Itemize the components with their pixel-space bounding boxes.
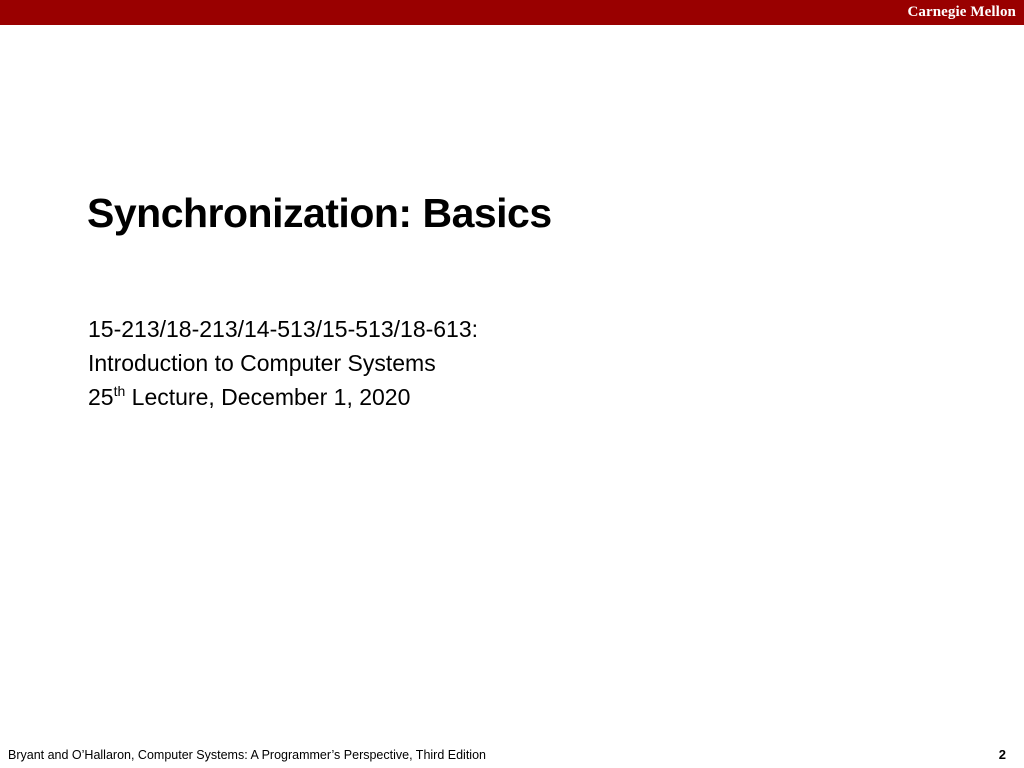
course-numbers: 15-213/18-213/14-513/15-513/18-613: (88, 316, 479, 342)
lecture-info (88, 380, 478, 414)
slide-title: Synchronization: Basics (87, 190, 552, 236)
slide-subtitle (88, 312, 478, 414)
course-name: Introduction to Computer Systems (88, 350, 436, 376)
page-number: 2 (998, 747, 1006, 762)
footer-citation: Bryant and O’Hallaron, Computer Systems: A Programmer’s Perspective, Third Edition (8, 748, 486, 762)
lecture-date: Lecture, December 1, 2020 (125, 384, 411, 410)
lecture-number: 25 (88, 384, 114, 410)
brand-name: Carnegie Mellon (907, 4, 1016, 20)
header-bar (0, 0, 1024, 25)
lecture-suffix: th (113, 383, 126, 399)
